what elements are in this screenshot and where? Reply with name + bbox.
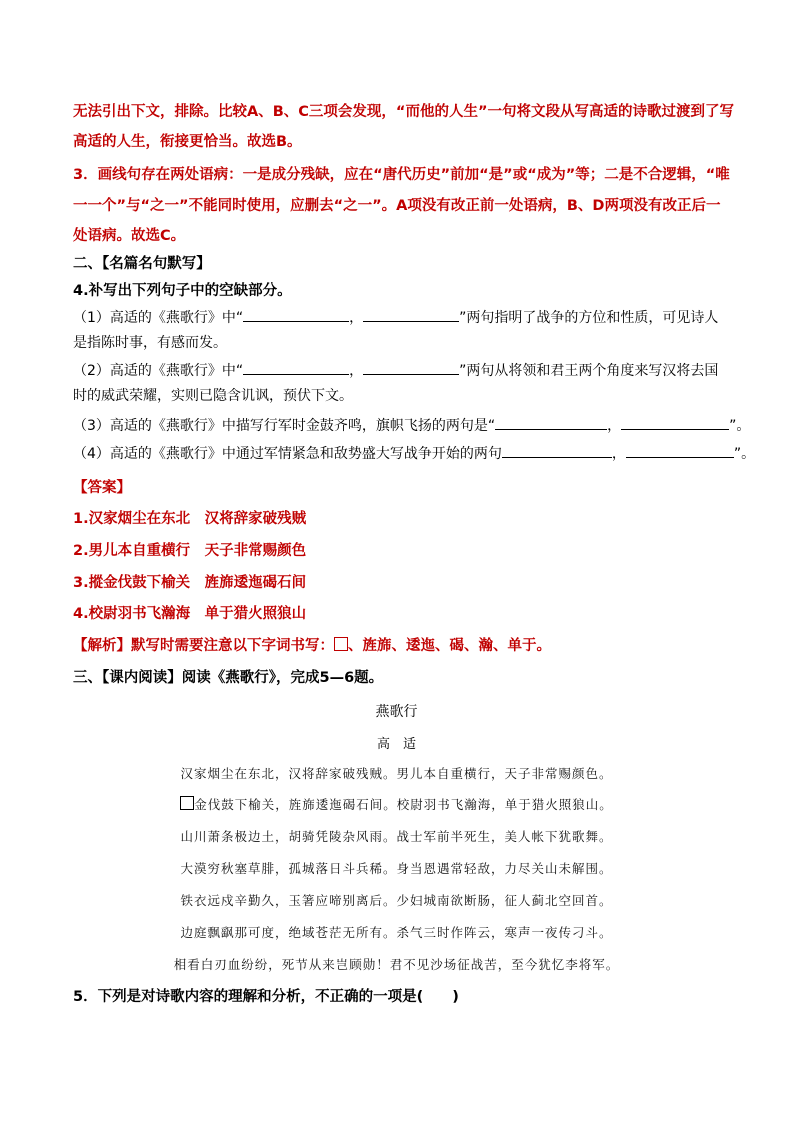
poem-line: 铁衣远戍辛勤久，玉箸应啼别离后。少妇城南欲断肠，征人蓟北空回首。 — [180, 893, 613, 908]
missing-char-box-icon — [180, 796, 194, 810]
q2-line1: 无法引出下文，排除。比较A、B、C三项会发现，“而他的人生”一句将文段从写高适的诗歌过渡到了写 — [73, 104, 734, 120]
blank[interactable] — [502, 443, 612, 458]
poem-line: 大漠穷秋塞草腓，孤城落日斗兵稀。身当恩遇常轻敌，力尽关山未解围。 — [180, 861, 613, 876]
q4-stem: 4.补写出下列句子中的空缺部分。 — [73, 283, 292, 299]
q3-line2: 一一个”与“之一”不能同时使用，应删去“之一”。A项没有改正前一处语病，B、D两项没有改正后一 — [73, 198, 721, 214]
blank[interactable] — [495, 415, 607, 430]
blank[interactable] — [243, 307, 349, 322]
q4-item4: （4）高适的《燕歌行》中通过军情紧急和敌势盛大写战争开始的两句 ， ”。 — [73, 443, 755, 464]
answer-3: 3.摐金伐鼓下榆关 旌旆逶迤碣石间 — [73, 575, 307, 591]
answer-title: 【答案】 — [73, 480, 131, 496]
blank[interactable] — [363, 307, 459, 322]
answer-2: 2.男儿本自重横行 天子非常赐颜色 — [73, 543, 307, 559]
poem-line: 汉家烟尘在东北，汉将辞家破残贼。男儿本自重横行，天子非常赐颜色。 — [180, 766, 613, 781]
blank[interactable] — [621, 415, 729, 430]
q4-item1-line1: （1）高适的《燕歌行》中“ ， ”两句指明了战争的方位和性质，可见诗人 — [73, 307, 718, 328]
poem-line: 边庭飘飖那可度，绝域苍茫无所有。杀气三时作阵云，寒声一夜传刁斗。 — [180, 925, 613, 940]
blank[interactable] — [363, 360, 459, 375]
q4-item1-line2: 是指陈时事，有感而发。 — [73, 335, 227, 351]
answer-4: 4.校尉羽书飞瀚海 单于猎火照狼山 — [73, 606, 307, 622]
q4-item2-line1: （2）高适的《燕歌行》中“ ， ”两句从将领和君王两个角度来写汉将去国 — [73, 360, 718, 381]
q3-line3: 处语病。故选C。 — [73, 228, 186, 244]
q3-line1: 3．画线句存在两处语病：一是成分残缺，应在“唐代历史”前加“是”或“成为”等；二是不合逻辑，“唯 — [73, 167, 730, 183]
poem-line: 金伐鼓下榆关，旌旆逶迤碣石间。校尉羽书飞瀚海，单于猎火照狼山。 — [0, 795, 793, 813]
section3-heading: 三、【课内阅读】阅读《燕歌行》，完成5—6题。 — [73, 670, 384, 686]
q4-item3: （3）高适的《燕歌行》中描写行军时金鼓齐鸣，旗帜飞扬的两句是“ ， ”。 — [73, 415, 750, 436]
missing-char-box-icon — [334, 637, 348, 651]
poem-author: 高 适 — [376, 737, 416, 752]
answer-1: 1.汉家烟尘在东北 汉将辞家破残贼 — [73, 511, 307, 527]
q5-stem: 5．下列是对诗歌内容的理解和分析，不正确的一项是( ) — [73, 989, 459, 1005]
q2-line2: 高适的人生，衔接更恰当。故选B。 — [73, 134, 302, 150]
analysis: 【解析】默写时需要注意以下字词书写： 、旌旆、逶迤、碣、瀚、单于。 — [73, 638, 551, 654]
poem-line: 相看白刃血纷纷，死节从来岂顾勋！君不见沙场征战苦，至今犹忆李将军。 — [173, 957, 620, 972]
q4-item2-line2: 时的威武荣耀，实则已隐含讥讽，预伏下文。 — [73, 388, 353, 404]
section2-heading: 二、【名篇名句默写】 — [73, 256, 211, 272]
poem-line: 山川萧条极边土，胡骑凭陵杂风雨。战士军前半死生，美人帐下犹歌舞。 — [180, 829, 613, 844]
blank[interactable] — [243, 360, 349, 375]
poem-title: 燕歌行 — [375, 704, 418, 720]
blank[interactable] — [626, 443, 734, 458]
